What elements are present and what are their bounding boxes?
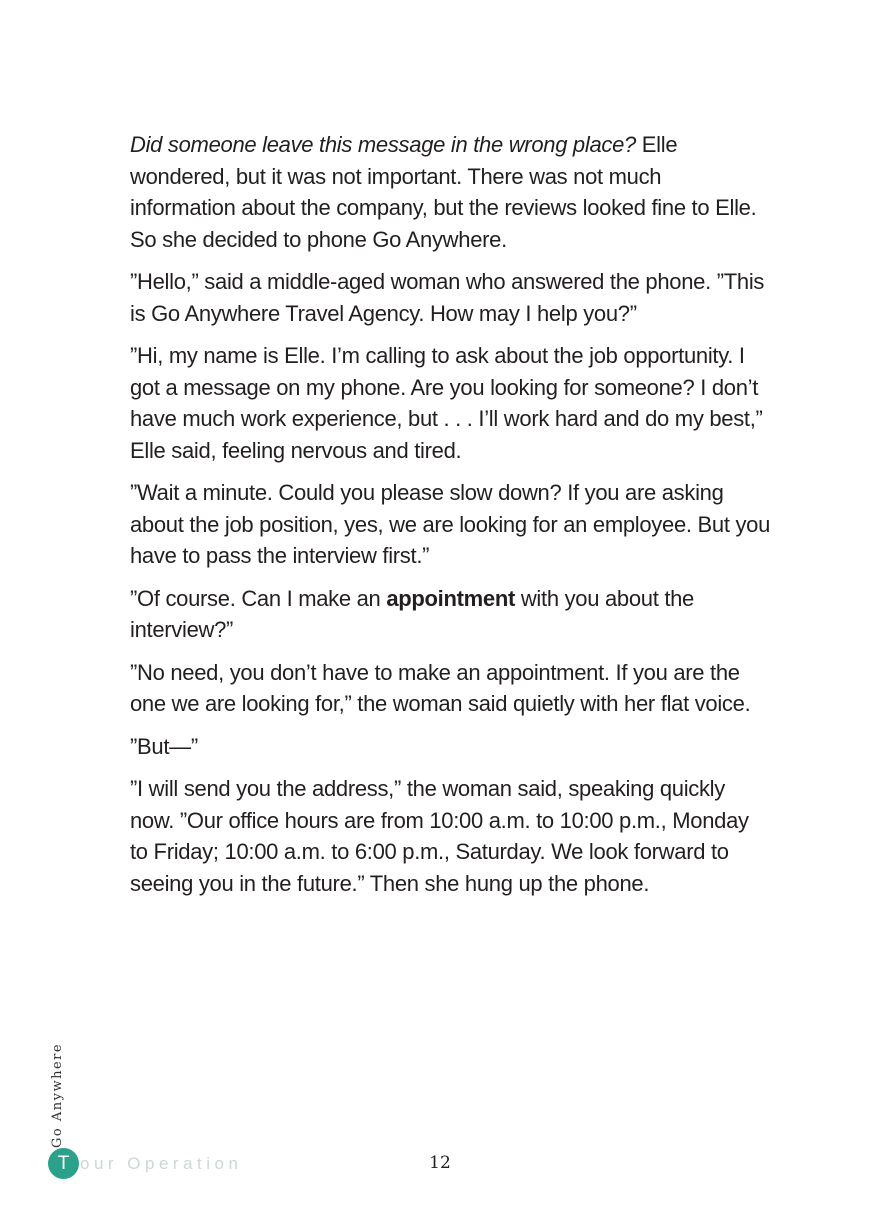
paragraph (130, 266, 770, 329)
text-run: ”Of course. Can I make an (130, 585, 387, 611)
paragraph (130, 583, 770, 646)
text-run: appointment (386, 585, 516, 611)
paragraph (130, 773, 770, 899)
text-run: ”No need, you don’t have to make an appointment. If you are the one we are looking for,” the woman said quietly with her flat voice. (130, 659, 751, 716)
series-title: our Operation (80, 1153, 243, 1173)
story-text (130, 129, 770, 910)
vertical-brand-label: Go Anywhere (50, 1042, 65, 1148)
text-run: with you about the interview?” (130, 585, 694, 642)
paragraph (130, 129, 770, 255)
paragraph (130, 731, 770, 763)
page-number: 12 (429, 1153, 451, 1173)
paragraph (130, 477, 770, 572)
text-run: ”Hi, my name is Elle. I’m calling to ask about the job opportunity. I got a message on my phone. Are you looking for someone? I don’t have much work experience, but . . . I’ll work hard and do my best,” Elle said, feeling nervous and tired. (130, 343, 763, 463)
text-run: Did someone leave this message in the wrong place? (130, 132, 636, 157)
paragraph (130, 340, 770, 466)
text-run: ”But—” (130, 733, 198, 759)
text-run: Elle wondered, but it was not important. There was not much information about the company, but the reviews looked fine to Elle. So she decided to phone Go Anywhere. (130, 132, 757, 252)
series-badge-letter: T (57, 1152, 70, 1174)
text-run: ”Wait a minute. Could you please slow down? If you are asking about the job position, yes, we are looking for an employee. But you have to pass the interview first.” (130, 480, 771, 568)
text-run: ”I will send you the address,” the woman said, speaking quickly now. ”Our office hours are from 10:00 a.m. to 10:00 p.m., Monday to Friday; 10:00 a.m. to 6:00 p.m., Saturday. We look forward to seeing you in the future.” Then she hung up the phone. (130, 776, 749, 896)
text-run: ”Hello,” said a middle-aged woman who answered the phone. ”This is Go Anywhere Travel Agency. How may I help you?” (130, 269, 765, 326)
paragraph (130, 657, 770, 720)
